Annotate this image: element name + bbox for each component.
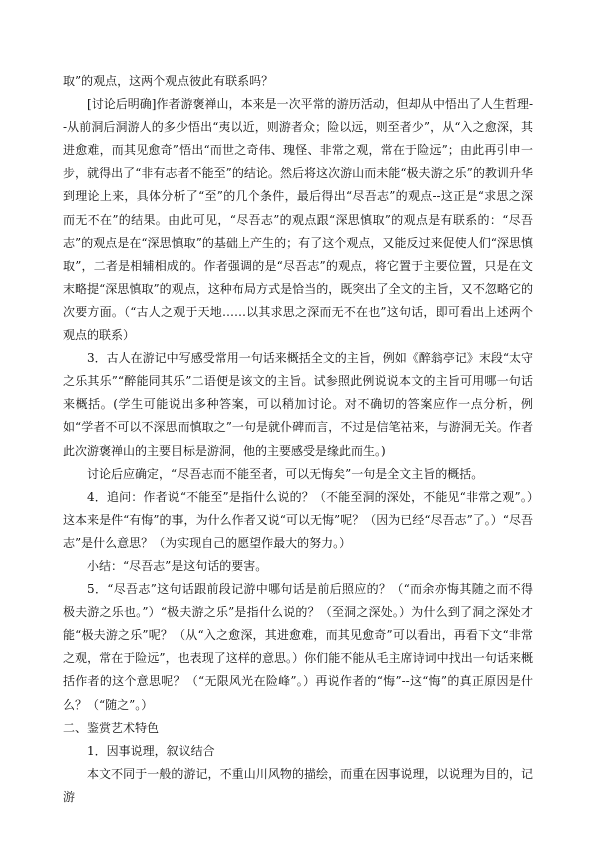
subsection-heading: 1．因事说理，叙议结合 <box>87 743 215 758</box>
document-page <box>63 70 533 809</box>
paragraph-continuation: 取”的观点，这两个观点彼此有联系吗？ <box>63 74 274 88</box>
paragraph-art-feature: 本文不同于一般的游记，不重山川风物的描绘，而重在因事说理，以说理为目的，记游 <box>63 766 533 804</box>
paragraph-question-4: 4．追问：作者说“不能至”是指什么说的？（不能至洞的深处，不能见“非常之观”。）这本来是件“有悔”的事，为什么作者又说“可以无悔”呢？（因为已经“尽吾志”了。）“尽吾志”是什么意思？（为实现自己的愿望作最大的努力。） <box>63 489 533 550</box>
paragraph-question-3: 3．古人在游记中写感受常用一句话来概括全文的主旨，例如《醉翁亭记》末段“太守之乐其乐”“醉能同其乐”二语便是该文的主旨。试参照此例说说本文的主旨可用哪一句话来概括。(学生可能说出多种答案，可以稍加讨论。对不确切的答案应作一点分析，例如“学者不可以不深思而慎取之”一句是就仆碑而言，不过是信笔祜来，与游洞无关。作者此次游褒禅山的主要目标是游洞，他的主要感受是缘此而生。) <box>63 351 533 458</box>
paragraph-summary: 小结：“尽吾志”是这句话的要害。 <box>87 558 268 573</box>
paragraph-discussion-conclusion: [讨论后明确]作者游褒禅山，本来是一次平常的游历活动，但却从中悟出了人生哲理--从前洞后洞游人的多少悟出“夷以近，则游者众；险以远，则至者少”，从“入之愈深，其进愈难，而其见愈奇”悟出“而世之奇伟、瑰怪、非常之观，常在于险远”；由此再引申一步，就得出了“非有志者不能至”的结论。然后将这次游山而未能“极夫游之乐”的教训升华到理论上来，具体分析了“至”的几个条件，最后得出“尽吾志”的观点--这正是“求思之深而无不在”的结果。由此可见，“尽吾志”的观点跟“深思慎取”的观点是有联系的：“尽吾志”的观点是在“深思慎取”的基础上产生的；有了这个观点，又能反过来促使人们“深思慎取”，二者是相辅相成的。作者强调的是“尽吾志”的观点，将它置于主要位置，只是在文末略提“深思慎取”的观点，这种布局方式是恰当的，既突出了全文的主旨，又不忽略它的次要方面。（“古人之观于天地……以其求思之深而无不在也”这句话，即可看出上述两个观点的联系） <box>63 97 533 343</box>
paragraph-discussion-result: 讨论后应确定，“尽吾志而不能至者，可以无悔矣”一句是全文主旨的概括。 <box>87 466 484 481</box>
section-heading: 二、鉴赏艺术特色 <box>63 720 160 735</box>
paragraph-question-5: 5．“尽吾志”这句话跟前段记游中哪句话是前后照应的？（“而余亦悔其随之而不得极夫游之乐也。”）“极夫游之乐”是指什么说的？（至洞之深处。）为什么到了洞之深处才能“极夫游之乐”呢？（从“入之愈深，其进愈难，而其见愈奇”可以看出，再看下文“非常之观，常在于险远”，也表现了这样的意思。）你们能不能从毛主席诗词中找出一句话来概括作者的这个意思呢？（“无限风光在险峰”。）再说作者的“悔”--这“悔”的真正原因是什么？（“随之”。） <box>63 582 533 712</box>
